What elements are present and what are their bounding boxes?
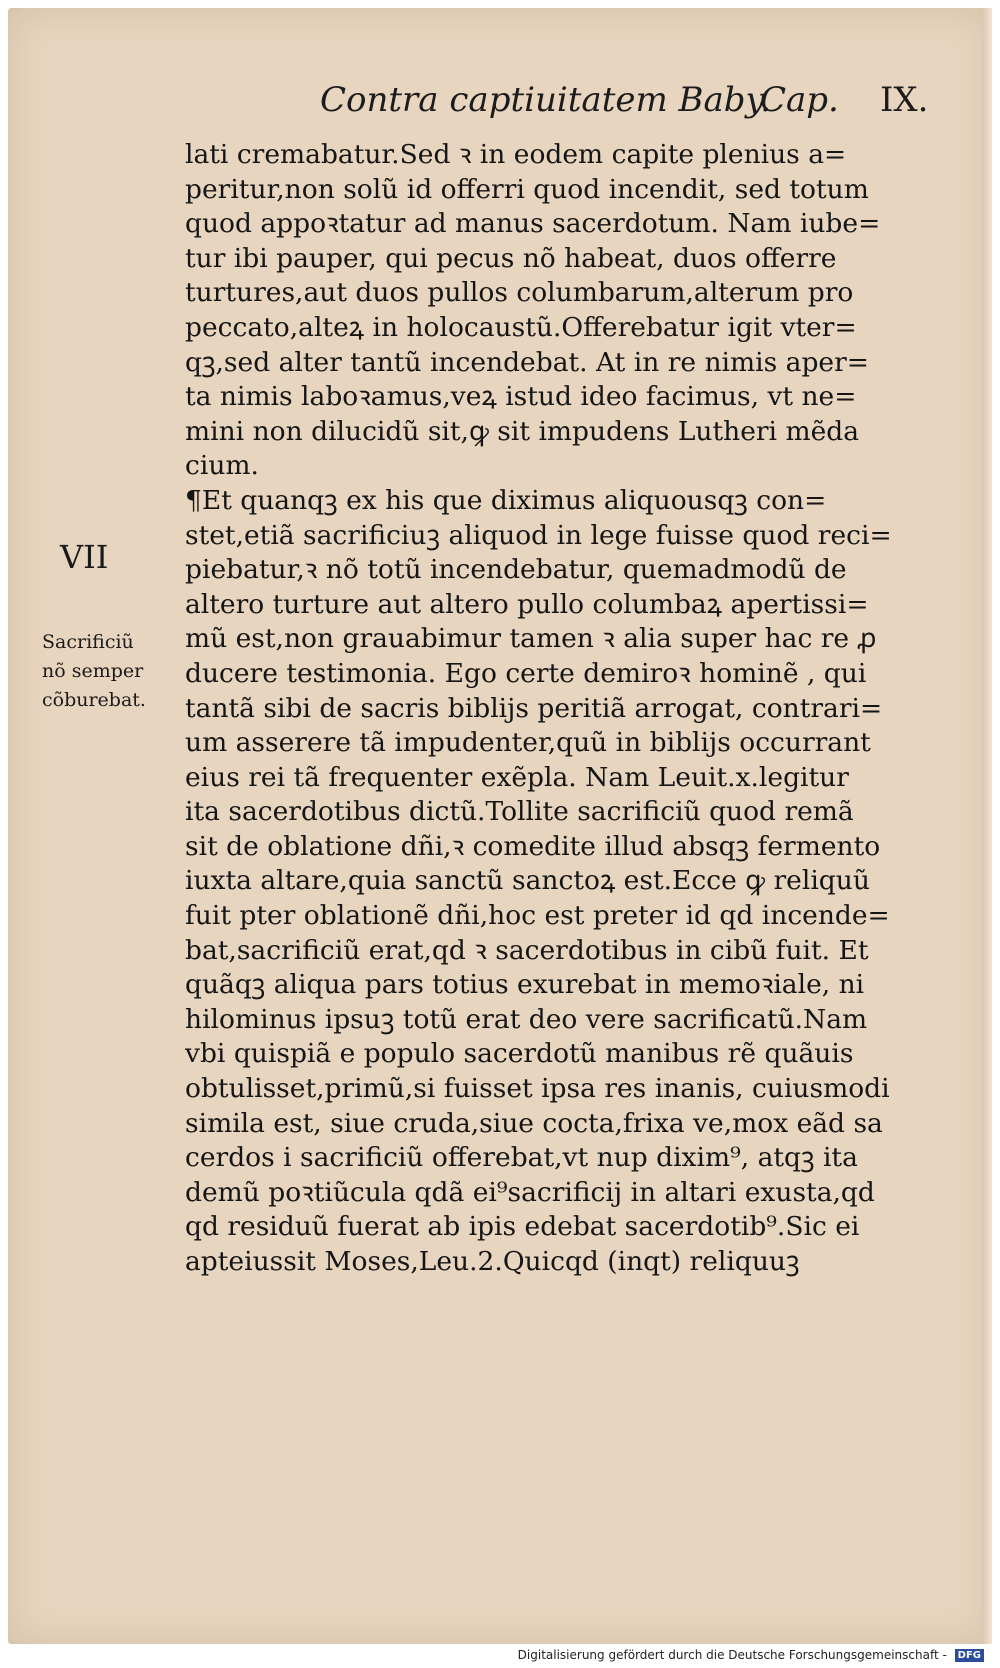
margin-note <box>42 628 182 715</box>
dfg-logo: DFG <box>955 1649 984 1662</box>
digitization-credit <box>518 1648 984 1662</box>
text-line: cium. <box>185 450 259 482</box>
credit-text: Digitalisierung gefördert durch die Deutsche Forschungsgemeinschaft - <box>517 1648 947 1662</box>
page-edge <box>982 8 992 1644</box>
text-line: turtures,aut duos pullos columbarum,alterum pro <box>185 277 854 309</box>
text-line: ¶Et quanqꝫ ex his que diximus aliquousqꝫ con= <box>185 484 827 516</box>
text-line: apteiussit Moses,Leu.2.Quicqd (inqt) reliquuꝫ <box>185 1246 800 1277</box>
text-line: demũ poꝛtiũcula qdã ei⁹sacrificij in altari exusta,qd <box>185 1176 875 1208</box>
text-line: ita sacerdotibus dictũ.Tollite sacrificiũ quod remã <box>185 796 854 828</box>
text-line: quod appoꝛtatur ad manus sacerdotum. Nam iube= <box>185 208 881 240</box>
body-text <box>185 138 965 1280</box>
text-line: piebatur,ꝛ nõ totũ incendebatur, quemadmodũ de <box>185 554 847 586</box>
text-line: bat,sacrificiũ erat,qd ꝛ sacerdotibus in cibũ fuit. Et <box>185 934 869 966</box>
chapter-label: Cap. <box>760 80 839 120</box>
text-line: hilominus ipsuꝫ totũ erat deo vere sacrificatũ.Nam <box>185 1003 868 1035</box>
page-header <box>320 80 960 130</box>
text-line: obtulisset,primũ,si fuisset ipsa res inanis, cuiusmodi <box>185 1073 890 1105</box>
text-line: fuit pter oblationẽ dñi,hoc est preter id qd incende= <box>185 900 890 932</box>
text-line: iuxta altare,quia sanctũ sanctoꝝ est.Ecce ꝙ reliquũ <box>185 865 870 897</box>
text-line: eius rei tã frequenter exẽpla. Nam Leuit.x.legitur <box>185 761 849 793</box>
text-line: simila est, siue cruda,siue cocta,frixa ve,mox eãd sa <box>185 1107 883 1139</box>
running-title: Contra captiuitatem Baby. <box>320 80 772 120</box>
text-line: peccato,alteꝝ in holocaustũ.Offerebatur igit vter= <box>185 311 857 343</box>
margin-note-line: nõ semper <box>42 660 144 682</box>
margin-note-line: cõburebat. <box>42 689 146 711</box>
text-line: ta nimis laboꝛamus,veꝝ istud ideo facimus, vt ne= <box>185 381 857 413</box>
text-line: ducere testimonia. Ego certe demiroꝛ hominẽ , qui <box>185 657 867 689</box>
text-line: tur ibi pauper, qui pecus nõ habeat, duos offerre <box>185 242 837 274</box>
text-line: qꝫ,sed alter tantũ incendebat. At in re nimis aper= <box>185 346 869 378</box>
text-line: vbi quispiã e populo sacerdotũ manibus rẽ quãuis <box>185 1038 854 1070</box>
text-line: mũ est,non grauabimur tamen ꝛ alia super hac re ꝓ <box>185 623 877 655</box>
margin-numeral: VII <box>60 538 109 576</box>
text-line: altero turture aut altero pullo columbaꝝ apertissi= <box>185 588 869 620</box>
chapter-number: IX. <box>880 80 929 120</box>
text-line: quãqꝫ aliqua pars totius exurebat in memoꝛiale, ni <box>185 969 865 1001</box>
text-line: tantã sibi de sacris biblijs peritiã arrogat, contrari= <box>185 692 883 724</box>
text-line: qd residuũ fuerat ab ipis edebat sacerdotib⁹.Sic ei <box>185 1211 860 1243</box>
text-line: peritur,non solũ id offerri quod incendit, sed totum <box>185 173 869 205</box>
margin-note-line: Sacrificiũ <box>42 631 134 653</box>
text-line: sit de oblatione dñi,ꝛ comedite illud absqꝫ fermento <box>185 830 881 862</box>
text-line: um asserere tã impudenter,quũ in biblijs occurrant <box>185 727 871 759</box>
text-line: mini non dilucidũ sit,ꝙ sit impudens Lutheri mẽda <box>185 415 860 447</box>
text-line: lati cremabatur.Sed ꝛ in eodem capite plenius a= <box>185 139 847 170</box>
text-line: cerdos i sacrificiũ offerebat,vt nup dixim⁹, atqꝫ ita <box>185 1142 858 1174</box>
text-line: stet,etiã sacrificiuꝫ aliquod in lege fuisse quod reci= <box>185 519 892 551</box>
